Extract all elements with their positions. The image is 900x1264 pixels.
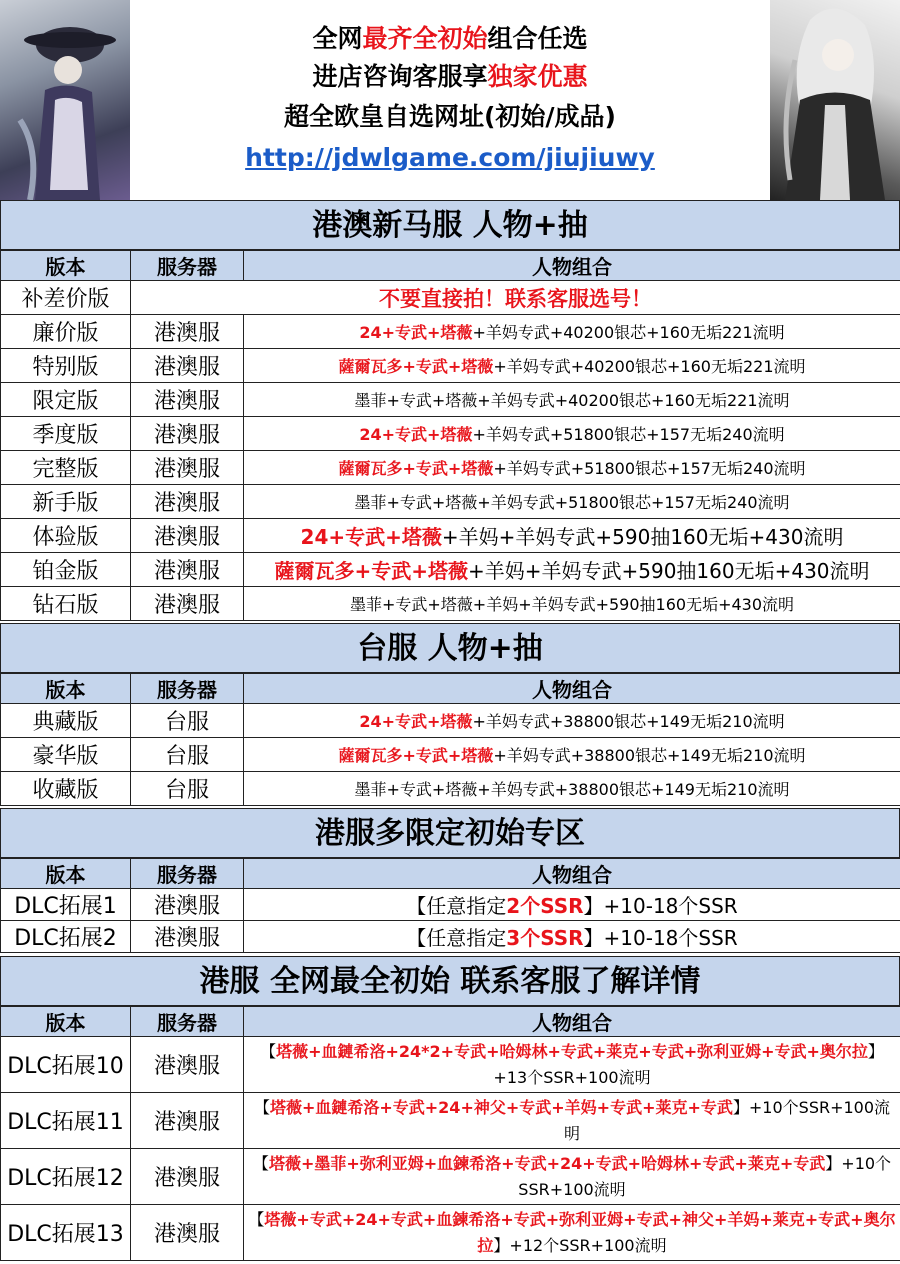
version-cell: 收藏版 bbox=[1, 772, 131, 806]
character-artwork-left bbox=[0, 0, 130, 200]
section-hk-full-initial bbox=[0, 956, 900, 1261]
combo-cell: 墨菲+专武+塔薇+羊妈专武+51800银芯+157无垢240流明 bbox=[244, 485, 900, 519]
server-cell: 港澳服 bbox=[131, 315, 244, 349]
header-banner bbox=[0, 0, 900, 200]
combo-cell: 【塔薇+墨菲+弥利亚姆+血鍊希洛+专武+24+专武+哈姆林+专武+莱克+专武】+10个SSR+100流明 bbox=[244, 1149, 900, 1205]
server-cell: 港澳服 bbox=[131, 519, 244, 553]
column-header-version: 版本 bbox=[1, 251, 131, 281]
combo-cell: 墨菲+专武+塔薇+羊妈专武+40200银芯+160无垢221流明 bbox=[244, 383, 900, 417]
version-cell: DLC拓展11 bbox=[1, 1093, 131, 1149]
table-row bbox=[1, 889, 900, 921]
version-cell: DLC拓展13 bbox=[1, 1205, 131, 1261]
column-header-version: 版本 bbox=[1, 859, 131, 889]
version-cell: DLC拓展10 bbox=[1, 1037, 131, 1093]
combo-cell: 【塔薇+血鏈希洛+24*2+专武+哈姆林+专武+莱克+专武+弥利亚姆+专武+奥尔拉】+13个SSR+100流明 bbox=[244, 1037, 900, 1093]
server-cell: 港澳服 bbox=[131, 1205, 244, 1261]
combo-cell: 24+专武+塔薇+羊妈专武+51800银芯+157无垢240流明 bbox=[244, 417, 900, 451]
table-row bbox=[1, 772, 900, 806]
table-header-row bbox=[1, 859, 900, 889]
section-title: 港服多限定初始专区 bbox=[0, 808, 900, 858]
table-row bbox=[1, 349, 900, 383]
version-cell: 铂金版 bbox=[1, 553, 131, 587]
version-cell: 补差价版 bbox=[1, 281, 131, 315]
price-table bbox=[0, 250, 900, 621]
combo-cell: 【任意指定2个SSR】+10-18个SSR bbox=[244, 889, 900, 921]
table-row bbox=[1, 519, 900, 553]
banner-line-2: 进店咨询客服享独家优惠 bbox=[312, 62, 588, 91]
table-row bbox=[1, 315, 900, 349]
table-row bbox=[1, 451, 900, 485]
version-cell: 体验版 bbox=[1, 519, 131, 553]
version-cell: DLC拓展2 bbox=[1, 921, 131, 953]
table-header-row bbox=[1, 251, 900, 281]
banner-line-1: 全网最齐全初始组合任选 bbox=[312, 24, 588, 53]
server-cell: 台服 bbox=[131, 704, 244, 738]
column-header-server: 服务器 bbox=[131, 1007, 244, 1037]
table-row bbox=[1, 704, 900, 738]
section-title: 港澳新马服 人物+抽 bbox=[0, 200, 900, 250]
version-cell: 典藏版 bbox=[1, 704, 131, 738]
version-cell: 新手版 bbox=[1, 485, 131, 519]
server-cell: 港澳服 bbox=[131, 921, 244, 953]
table-row bbox=[1, 1037, 900, 1093]
banner-text bbox=[130, 0, 770, 200]
column-header-server: 服务器 bbox=[131, 674, 244, 704]
version-cell: 廉价版 bbox=[1, 315, 131, 349]
notice-cell: 不要直接拍！联系客服选号！ bbox=[131, 281, 900, 315]
server-cell: 港澳服 bbox=[131, 417, 244, 451]
section-taiwan bbox=[0, 623, 900, 806]
server-cell: 港澳服 bbox=[131, 587, 244, 621]
price-table bbox=[0, 673, 900, 806]
combo-cell: 墨菲+专武+塔薇+羊妈+羊妈专武+590抽160无垢+430流明 bbox=[244, 587, 900, 621]
table-row bbox=[1, 485, 900, 519]
column-header-combo: 人物组合 bbox=[244, 674, 900, 704]
column-header-combo: 人物组合 bbox=[244, 1007, 900, 1037]
server-cell: 港澳服 bbox=[131, 485, 244, 519]
server-cell: 港澳服 bbox=[131, 889, 244, 921]
section-hk-macau-sg-my bbox=[0, 200, 900, 621]
table-row bbox=[1, 553, 900, 587]
column-header-version: 版本 bbox=[1, 1007, 131, 1037]
table-header-row bbox=[1, 674, 900, 704]
table-row bbox=[1, 383, 900, 417]
combo-cell: 【任意指定3个SSR】+10-18个SSR bbox=[244, 921, 900, 953]
combo-cell: 24+专武+塔薇+羊妈专武+40200银芯+160无垢221流明 bbox=[244, 315, 900, 349]
server-cell: 港澳服 bbox=[131, 451, 244, 485]
version-cell: DLC拓展12 bbox=[1, 1149, 131, 1205]
server-cell: 台服 bbox=[131, 738, 244, 772]
column-header-combo: 人物组合 bbox=[244, 251, 900, 281]
server-cell: 台服 bbox=[131, 772, 244, 806]
section-title: 港服 全网最全初始 联系客服了解详情 bbox=[0, 956, 900, 1006]
column-header-server: 服务器 bbox=[131, 251, 244, 281]
combo-cell: 24+专武+塔薇+羊妈专武+38800银芯+149无垢210流明 bbox=[244, 704, 900, 738]
server-cell: 港澳服 bbox=[131, 349, 244, 383]
store-url-link[interactable]: http://jdwlgame.com/jiujiuwy bbox=[245, 143, 655, 172]
version-cell: 限定版 bbox=[1, 383, 131, 417]
banner-line-3: 超全欧皇自选网址(初始/成品) bbox=[284, 102, 616, 131]
column-header-version: 版本 bbox=[1, 674, 131, 704]
table-row bbox=[1, 921, 900, 953]
server-cell: 港澳服 bbox=[131, 1093, 244, 1149]
character-artwork-right bbox=[770, 0, 900, 200]
combo-cell: 墨菲+专武+塔薇+羊妈专武+38800银芯+149无垢210流明 bbox=[244, 772, 900, 806]
price-table bbox=[0, 1006, 900, 1261]
server-cell: 港澳服 bbox=[131, 1037, 244, 1093]
combo-cell: 薩爾瓦多+专武+塔薇+羊妈+羊妈专武+590抽160无垢+430流明 bbox=[244, 553, 900, 587]
table-row bbox=[1, 417, 900, 451]
version-cell: DLC拓展1 bbox=[1, 889, 131, 921]
combo-cell: 薩爾瓦多+专武+塔薇+羊妈专武+40200银芯+160无垢221流明 bbox=[244, 349, 900, 383]
table-row bbox=[1, 587, 900, 621]
section-title: 台服 人物+抽 bbox=[0, 623, 900, 673]
column-header-combo: 人物组合 bbox=[244, 859, 900, 889]
combo-cell: 24+专武+塔薇+羊妈+羊妈专武+590抽160无垢+430流明 bbox=[244, 519, 900, 553]
price-table bbox=[0, 858, 900, 953]
version-cell: 豪华版 bbox=[1, 738, 131, 772]
combo-cell: 【塔薇+专武+24+专武+血鍊希洛+专武+弥利亚姆+专武+神父+羊妈+莱克+专武+奥尔拉】+12个SSR+100流明 bbox=[244, 1205, 900, 1261]
version-cell: 完整版 bbox=[1, 451, 131, 485]
table-row bbox=[1, 1149, 900, 1205]
server-cell: 港澳服 bbox=[131, 1149, 244, 1205]
combo-cell: 薩爾瓦多+专武+塔薇+羊妈专武+38800银芯+149无垢210流明 bbox=[244, 738, 900, 772]
combo-cell: 【塔薇+血鏈希洛+专武+24+神父+专武+羊妈+专武+莱克+专武】+10个SSR+100流明 bbox=[244, 1093, 900, 1149]
combo-cell: 薩爾瓦多+专武+塔薇+羊妈专武+51800银芯+157无垢240流明 bbox=[244, 451, 900, 485]
version-cell: 钻石版 bbox=[1, 587, 131, 621]
server-cell: 港澳服 bbox=[131, 383, 244, 417]
server-cell: 港澳服 bbox=[131, 553, 244, 587]
table-row bbox=[1, 1205, 900, 1261]
table-row bbox=[1, 1093, 900, 1149]
table-header-row bbox=[1, 1007, 900, 1037]
section-hk-multi-limited bbox=[0, 808, 900, 953]
version-cell: 特别版 bbox=[1, 349, 131, 383]
table-row bbox=[1, 738, 900, 772]
column-header-server: 服务器 bbox=[131, 859, 244, 889]
table-row-notice bbox=[1, 281, 900, 315]
version-cell: 季度版 bbox=[1, 417, 131, 451]
